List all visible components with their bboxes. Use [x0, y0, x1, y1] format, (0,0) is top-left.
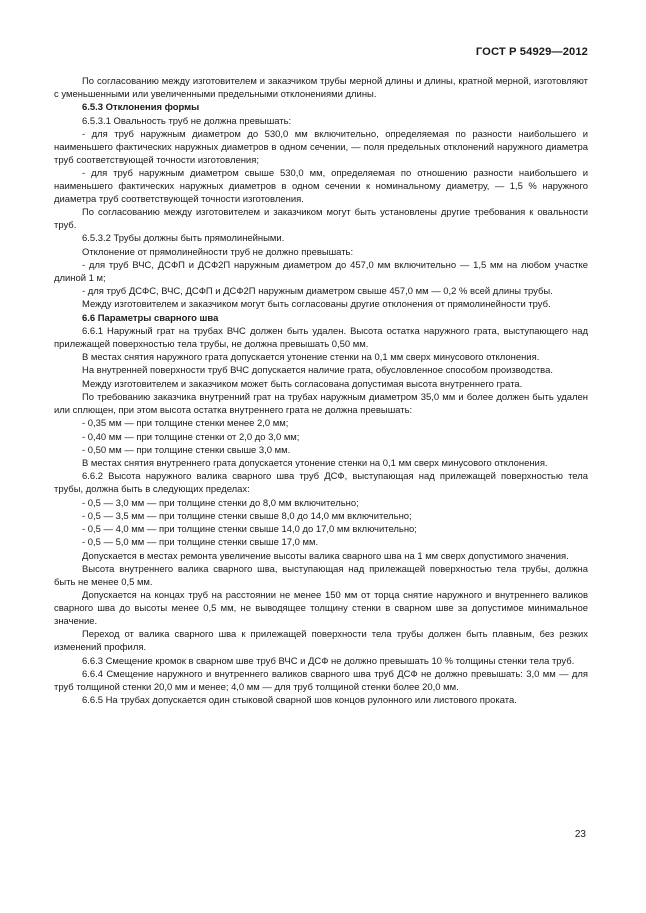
list-item: - 0,5 — 5,0 мм — при толщине стенки свыше 17,0 мм.	[82, 537, 319, 549]
paragraph: В местах снятия наружного грата допускается утонение стенки на 0,1 мм сверх минусового отклонения.	[82, 352, 540, 364]
paragraph: Отклонение от прямолинейности труб не должно превышать:	[82, 246, 354, 258]
paragraph: В местах снятия внутреннего грата допускается утонение стенки на 0,1 мм сверх минусового отклонения.	[82, 458, 548, 470]
paragraph: По согласованию между изготовителем и заказчиком могут быть установлены другие требования к овальности труб.	[54, 207, 588, 231]
document-number: ГОСТ Р 54929—2012	[475, 46, 588, 58]
paragraph: Высота внутреннего валика сварного шва, выступающая над прилежащей поверхностью тела трубы, должна быть не менее 0,5 мм.	[54, 564, 588, 588]
paragraph: Между изготовителем и заказчиком могут быть согласованы другие отклонения от прямолинейности труб.	[82, 299, 551, 311]
paragraph-6-6-3: 6.6.3 Смещение кромок в сварном шве труб ВЧС и ДСФ не должно превышать 10 % толщины стенки тела труб.	[82, 655, 575, 667]
section-heading-6-6: 6.6 Параметры сварного шва	[82, 312, 219, 324]
list-item: - 0,35 мм — при толщине стенки менее 2,0 мм;	[82, 418, 289, 430]
paragraph-6-6-1: 6.6.1 Наружный грат на трубах ВЧС должен быть удален. Высота остатка наружного грата, выступающего над прилежащей поверхностью тела трубы, не должна превышать 0,50 мм.	[54, 325, 588, 350]
list-item: - 0,40 мм — при толщине стенки от 2,0 до 3,0 мм;	[82, 431, 300, 443]
paragraph-6-6-4: 6.6.4 Смещение наружного и внутреннего валиков сварного шва труб ДСФ не должно превышать: 3,0 мм — для труб толщиной стенки 20,0 мм и менее; 4,0 мм — для труб толщиной стенки более 20,0 мм.	[54, 668, 588, 693]
paragraph: Допускается на концах труб на расстоянии не менее 150 мм от торца снятие наружного и внутреннего валиков сварного шва до высоты менее 0,5 мм, не выводящее толщину стенки в сварном шве за допустимое минимальное значение.	[54, 590, 588, 628]
paragraph-6-5-3-1: 6.5.3.1 Овальность труб не должна превышать:	[82, 115, 292, 127]
list-item: - для труб ВЧС, ДСФП и ДСФ2П наружным диаметром до 457,0 мм включительно — 1,5 мм на любом участке длиной 1 м;	[54, 259, 588, 284]
paragraph: Переход от валика сварного шва к прилежащей поверхности тела трубы должен быть плавным, без резких изменений профиля.	[54, 629, 588, 654]
list-item: - для труб ДСФС, ВЧС, ДСФП и ДСФ2П наружным диаметром свыше 457,0 мм — 0,2 % всей длины трубы.	[82, 286, 553, 298]
paragraph: Допускается в местах ремонта увеличение высоты валика сварного шва на 1 мм сверх допустимого значения.	[82, 550, 569, 562]
list-item: - для труб наружным диаметром свыше 530,0 мм, определяемая по отношению разности наибольшего и наименьшего фактических наружных диаметров в одном сечении к номинальному диаметру, — 1,5 % наружного диаметра труб соответствующей точности изготовления.	[54, 167, 588, 205]
paragraph: Между изготовителем и заказчиком может быть согласована допустимая высота внутреннего грата.	[82, 378, 523, 390]
list-item: - 0,5 — 3,5 мм — при толщине стенки свыше 8,0 до 14,0 мм включительно;	[82, 510, 412, 522]
paragraph-6-6-2: 6.6.2 Высота наружного валика сварного шва труб ДСФ, выступающая над прилежащей поверхностью тела трубы, должна быть в следующих пределах:	[54, 471, 588, 496]
list-item: - для труб наружным диаметром до 530,0 мм включительно, определяемая по разности наибольшего и наименьшего фактических наружных диаметров в одном сечении, — поля предельных отклонений наружного диаметра труб соответствующей точности изготовления;	[54, 128, 588, 166]
list-item: - 0,5 — 3,0 мм — при толщине стенки до 8,0 мм включительно;	[82, 497, 359, 509]
section-heading-6-5-3: 6.5.3 Отклонения формы	[82, 102, 200, 114]
paragraph: По требованию заказчика внутренний грат на трубах наружным диаметром 35,0 мм и более должен быть удален или сплющен, при этом высота остатка внутреннего грата не должна превышать:	[54, 392, 588, 416]
paragraph-6-6-5: 6.6.5 На трубах допускается один стыковой сварной шов концов рулонного или листового проката.	[82, 695, 517, 707]
paragraph-length-tolerance: По согласованию между изготовителем и заказчиком трубы мерной длины и длины, кратной мерной, изготовляют с уменьшенными или увеличенными предельными отклонениями длины.	[54, 76, 588, 100]
page-number: 23	[574, 829, 586, 840]
paragraph-6-5-3-2: 6.5.3.2 Трубы должны быть прямолинейными.	[82, 233, 285, 245]
list-item: - 0,50 мм — при толщине стенки свыше 3,0 мм.	[82, 444, 291, 456]
list-item: - 0,5 — 4,0 мм — при толщине стенки свыше 14,0 до 17,0 мм включительно;	[82, 524, 417, 536]
paragraph: На внутренней поверхности труб ВЧС допускается наличие грата, обусловленное способом производства.	[82, 365, 553, 377]
document-body	[54, 76, 588, 708]
